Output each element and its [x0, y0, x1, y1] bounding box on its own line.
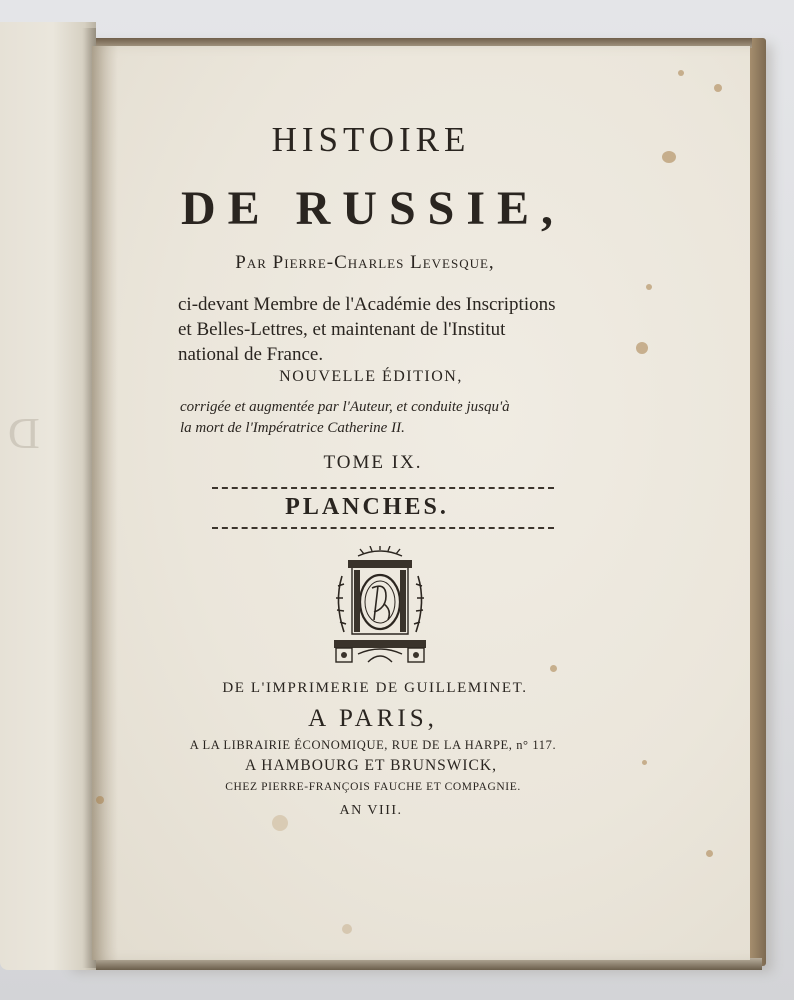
upper-ornamental-rule: [212, 487, 554, 489]
bleed-through-letter: D: [8, 409, 40, 458]
foxing-spot: [714, 84, 722, 92]
title-line-1: HISTOIRE: [271, 120, 471, 159]
foxing-spot: [636, 342, 648, 354]
correction-line: la mort de l'Impératrice Catherine II.: [180, 420, 405, 436]
year-line: AN VIII.: [339, 803, 403, 818]
edition-line: NOUVELLE ÉDITION,: [279, 368, 463, 385]
foxing-spot: [342, 924, 352, 934]
section-title: PLANCHES.: [285, 494, 449, 520]
bookshop-line: A LA LIBRAIRIE ÉCONOMIQUE, RUE DE LA HARPE, n° 117.: [189, 738, 557, 752]
foxing-spot: [678, 70, 684, 76]
author-description: [178, 292, 618, 367]
foxing-spot: [550, 665, 557, 672]
volume-line: TOME IX.: [323, 452, 423, 473]
second-city-line: A HAMBOURG ET BRUNSWICK,: [245, 757, 497, 774]
correction-note: [180, 397, 620, 439]
lower-ornamental-rule: [212, 527, 554, 529]
description-line: et Belles-Lettres, et maintenant de l'Institut: [178, 319, 506, 340]
author-line: Par Pierre-Charles Levesque,: [235, 252, 495, 273]
publisher-line: CHEZ PIERRE-FRANÇOIS FAUCHE ET COMPAGNIE.: [225, 781, 521, 793]
description-line: ci-devant Membre de l'Académie des Inscriptions: [178, 294, 556, 315]
title-line-2: DE RUSSIE,: [180, 182, 566, 235]
foxing-spot: [706, 850, 713, 857]
city-line: A PARIS,: [308, 705, 438, 732]
correction-line: corrigée et augmentée par l'Auteur, et conduite jusqu'à: [180, 399, 510, 415]
foxing-spot: [646, 284, 652, 290]
printer-vignette-monogram: [328, 546, 432, 668]
description-line: national de France.: [178, 344, 324, 365]
printer-line: DE L'IMPRIMERIE DE GUILLEMINET.: [222, 680, 528, 696]
